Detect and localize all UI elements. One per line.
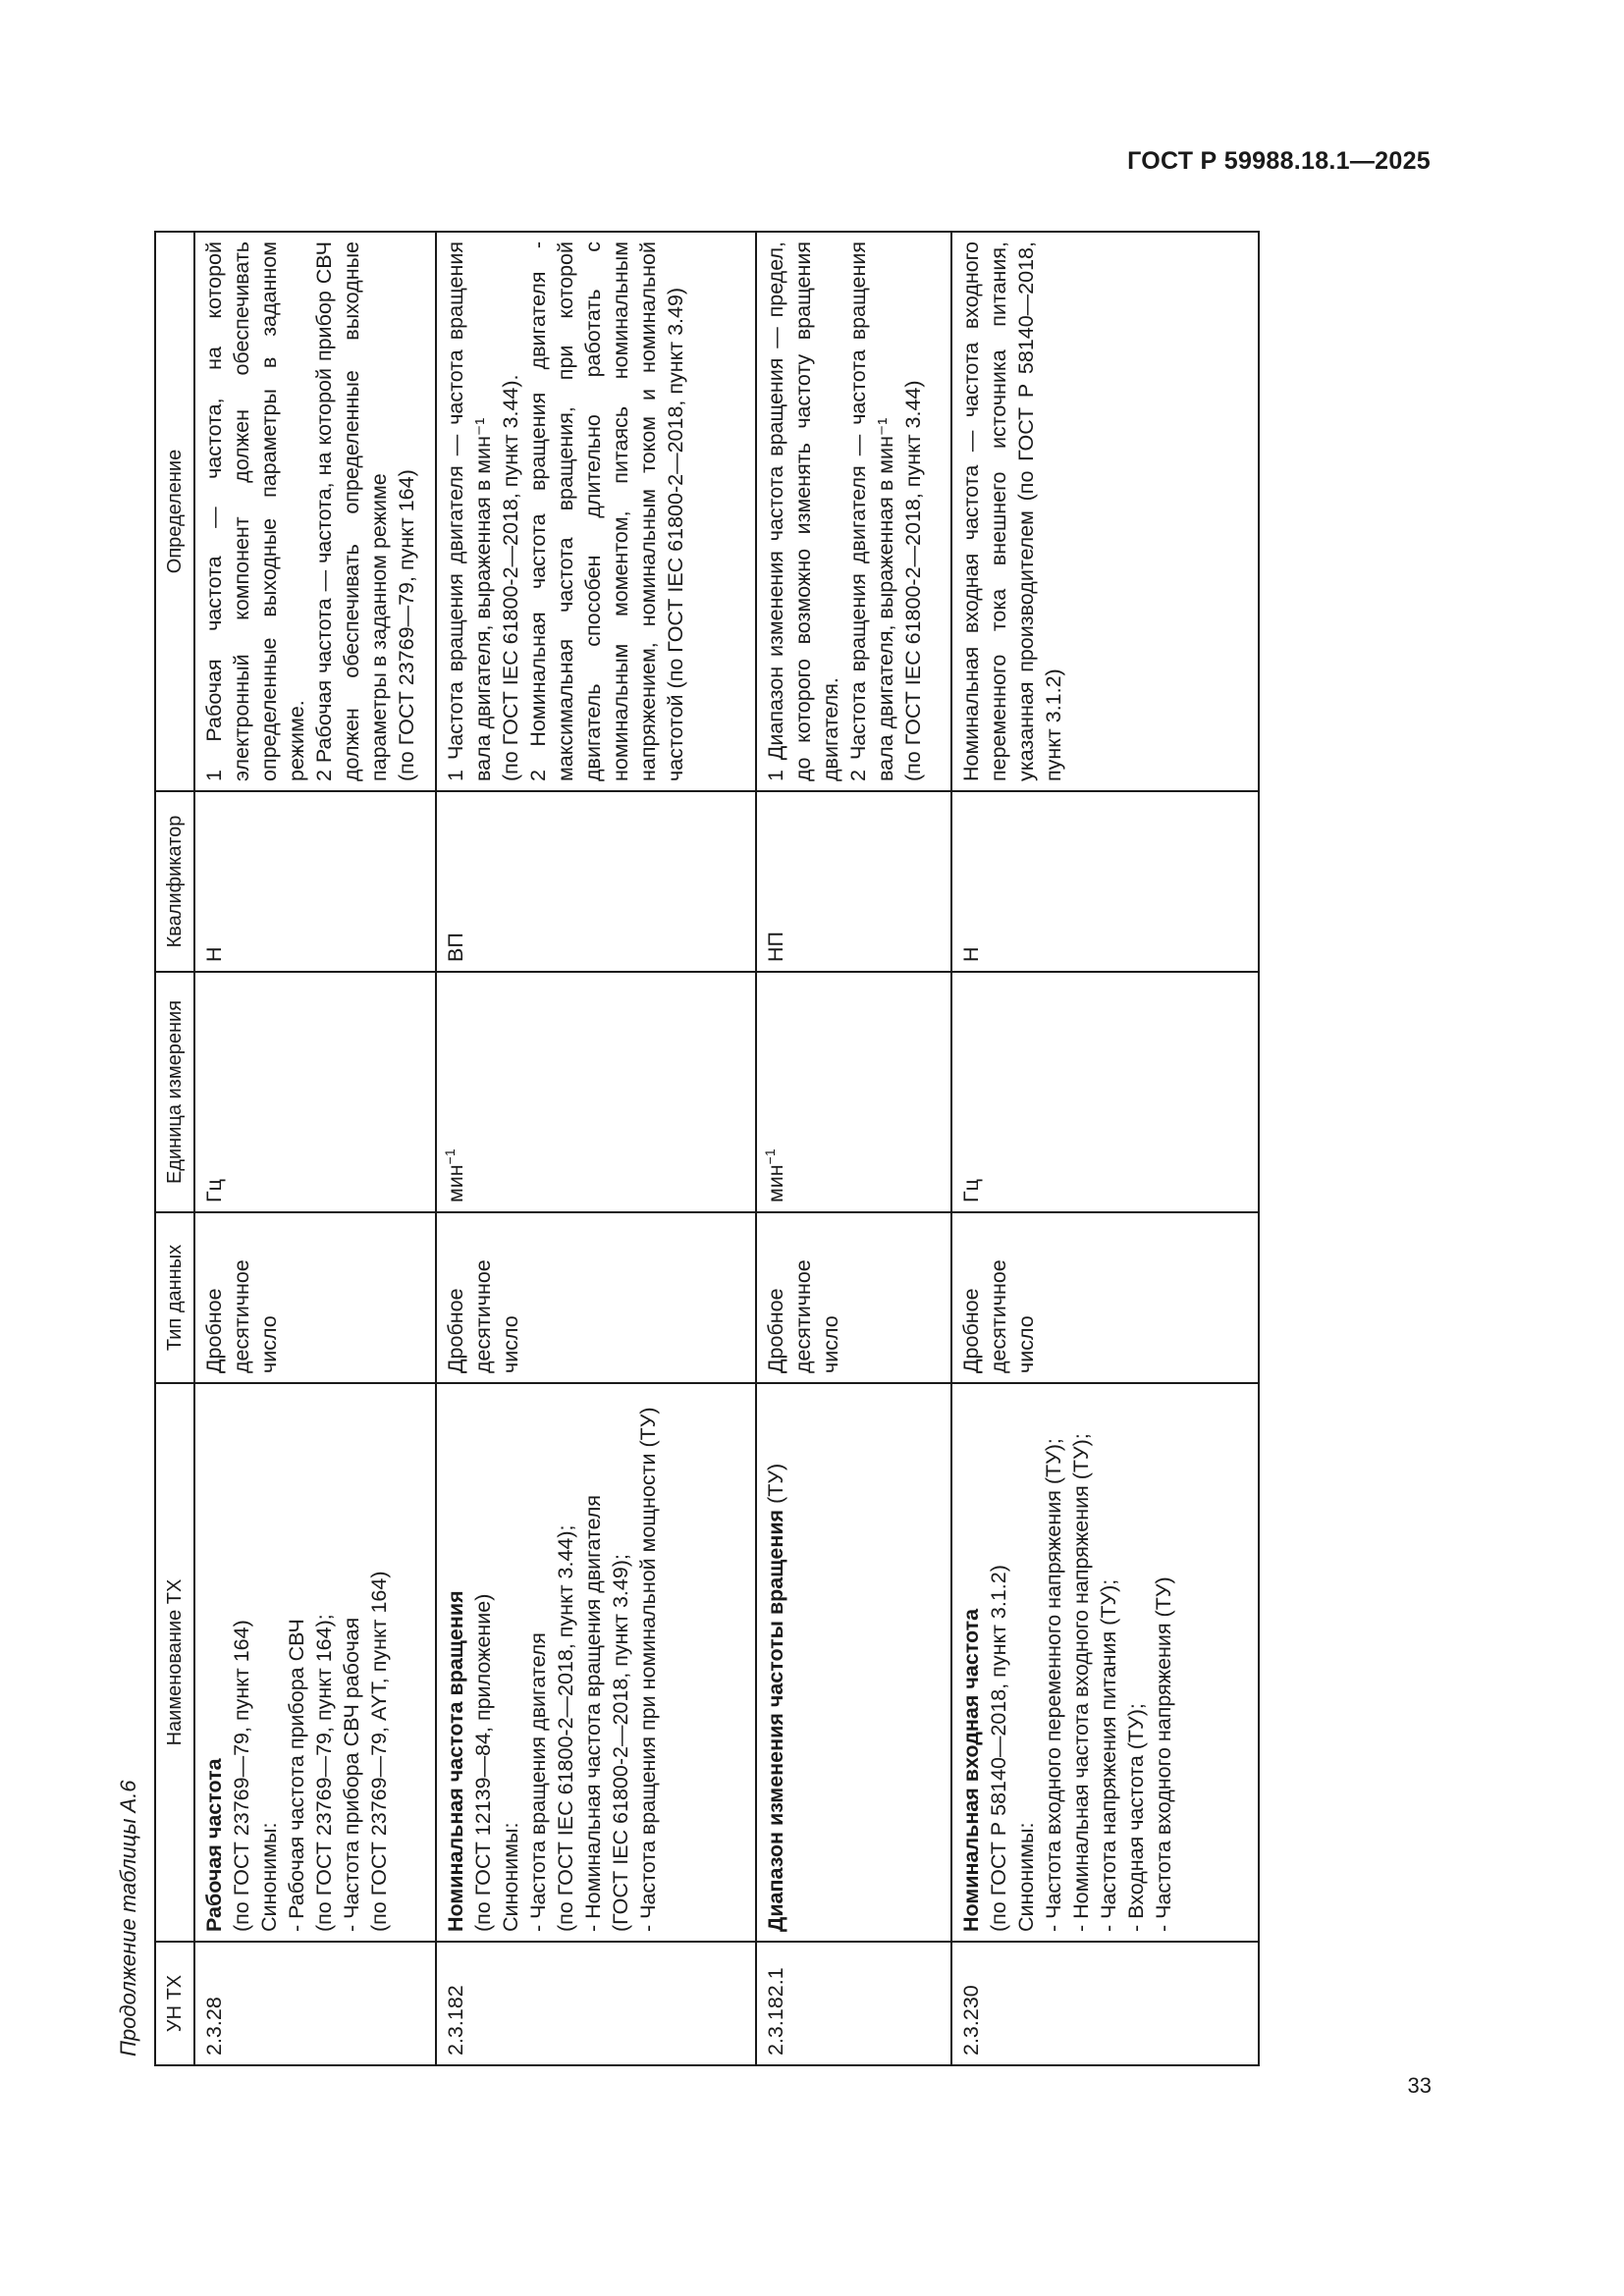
col-header-unit: Единица измерения xyxy=(155,972,194,1212)
unit-text: Гц xyxy=(202,1179,226,1202)
name-line: (по ГОСТ 23769—79, пункт 164) xyxy=(230,1620,253,1932)
rotated-table-block xyxy=(110,233,1239,2066)
cell-data-type: Дробное десятичное число xyxy=(194,1212,436,1383)
col-header-data-type: Тип данных xyxy=(155,1212,194,1383)
col-header-id: УН ТХ xyxy=(155,1942,194,2065)
name-line: Синонимы: xyxy=(257,1822,281,1932)
definition-line: 2 Частота вращения двигателя — частота вращения вала двигателя, выраженная в мин⁻¹ xyxy=(846,241,897,781)
cell-id: 2.3.182.1 xyxy=(756,1942,951,2065)
cell-definition xyxy=(756,232,951,791)
name-title: Номинальная входная частота xyxy=(959,1608,983,1932)
definition-line: 1 Рабочая частота — частота, на которой электронный компонент должен обеспечивать определенные выходные параметры в заданном режиме. xyxy=(202,241,308,781)
name-line: - Частота прибора СВЧ рабочая xyxy=(340,1617,363,1932)
name-title: Рабочая частота xyxy=(202,1758,226,1932)
name-title: Номинальная частота вращения xyxy=(444,1590,467,1932)
name-line: (по ГОСТ 12139—84, приложение) xyxy=(471,1593,495,1932)
cell-id: 2.3.28 xyxy=(194,1942,436,2065)
definition-line: 2 Номинальная частота вращения двигателя - максимальная частота вращения, при которой двигатель способен длительно работать с номинальным моментом, питаясь номинальным напряжением, номинальным током и номинальной частотой (по ГОСТ IEC 61800-2—2018, пункт 3.49) xyxy=(526,241,687,781)
table-row xyxy=(194,232,436,2065)
unit-text: мин xyxy=(444,1164,467,1202)
name-line: (по ГОСТ Р 58140—2018, пункт 3.1.2) xyxy=(987,1565,1010,1932)
definition-line: (по ГОСТ 23769—79, пункт 164) xyxy=(395,469,418,781)
unit-text: Гц xyxy=(959,1179,983,1202)
definition-line: (по ГОСТ IEC 61800-2—2018, пункт 3.44). xyxy=(499,374,522,781)
table-row xyxy=(756,232,951,2065)
col-header-definition: Определение xyxy=(155,232,194,791)
definition-line: (по ГОСТ IEC 61800-2—2018, пункт 3.44) xyxy=(901,380,925,781)
name-line: Синонимы: xyxy=(499,1822,522,1932)
document-standard-code: ГОСТ Р 59988.18.1—2025 xyxy=(1127,147,1431,175)
col-header-name: Наименование ТХ xyxy=(155,1383,194,1942)
cell-qualifier: Н xyxy=(951,791,1259,972)
cell-qualifier: ВП xyxy=(436,791,756,972)
name-line: (ГОСТ IEC 61800-2—2018, пункт 3.49); xyxy=(609,1554,632,1932)
cell-unit xyxy=(951,972,1259,1212)
definition-line: 2 Рабочая частота — частота, на которой прибор СВЧ должен обеспечивать определенные выходные параметры в заданном режиме xyxy=(312,241,391,781)
table-row xyxy=(436,232,756,2065)
cell-data-type: Дробное десятичное число xyxy=(756,1212,951,1383)
name-line: - Частота напряжения питания (ТУ); xyxy=(1097,1578,1120,1932)
name-line: - Частота вращения при номинальной мощности (ТУ) xyxy=(636,1407,660,1932)
cell-data-type: Дробное десятичное число xyxy=(951,1212,1259,1383)
cell-id: 2.3.182 xyxy=(436,1942,756,2065)
cell-unit xyxy=(194,972,436,1212)
definition-line: 1 Диапазон изменения частота вращения — предел, до которого возможно изменять частоту вращения двигателя. xyxy=(764,241,842,781)
name-line: (по ГОСТ 23769—79, AYT, пункт 164) xyxy=(367,1571,391,1932)
definition-line: Номинальная входная частота — частота входного переменного тока внешнего источника питания, указанная производителем (по ГОСТ Р 58140—2018, пункт 3.1.2) xyxy=(959,241,1065,781)
table-row xyxy=(951,232,1259,2065)
cell-unit xyxy=(436,972,756,1212)
unit-exponent: −1 xyxy=(761,1148,778,1165)
name-suffix: (ТУ) xyxy=(764,1463,787,1510)
cell-name xyxy=(194,1383,436,1942)
cell-definition xyxy=(436,232,756,791)
unit-exponent: −1 xyxy=(441,1148,458,1165)
table-header-row xyxy=(155,232,194,2065)
cell-unit xyxy=(756,972,951,1212)
cell-name xyxy=(951,1383,1259,1942)
cell-id: 2.3.230 xyxy=(951,1942,1259,2065)
cell-definition xyxy=(951,232,1259,791)
name-line: - Номинальная частота входного напряжения (ТУ); xyxy=(1069,1433,1093,1932)
name-line: - Рабочая частота прибора СВЧ xyxy=(285,1619,308,1932)
name-line: - Номинальная частота вращения двигателя xyxy=(581,1494,605,1932)
name-line: - Частота вращения двигателя xyxy=(526,1632,550,1932)
unit-text: мин xyxy=(764,1164,787,1202)
cell-definition xyxy=(194,232,436,791)
name-line: - Входная частота (ТУ); xyxy=(1124,1703,1148,1932)
cell-name xyxy=(756,1383,951,1942)
table-caption: Продолжение таблицы А.6 xyxy=(116,1780,140,2056)
name-line: - Частота входного переменного напряжения (ТУ); xyxy=(1042,1438,1065,1932)
name-line: Синонимы: xyxy=(1014,1822,1038,1932)
name-title: Диапазон изменения частоты вращения xyxy=(764,1509,787,1932)
cell-data-type: Дробное десятичное число xyxy=(436,1212,756,1383)
cell-qualifier: НП xyxy=(756,791,951,972)
cell-qualifier: Н xyxy=(194,791,436,972)
characteristics-table xyxy=(154,231,1260,2066)
cell-name xyxy=(436,1383,756,1942)
name-line: - Частота входного напряжения (ТУ) xyxy=(1152,1576,1175,1932)
name-line: (по ГОСТ 23769—79, пункт 164); xyxy=(312,1614,336,1932)
col-header-qualifier: Квалификатор xyxy=(155,791,194,972)
definition-line: 1 Частота вращения двигателя — частота вращения вала двигателя, выраженная в мин⁻¹ xyxy=(444,241,495,781)
page-number: 33 xyxy=(1407,2073,1432,2098)
name-line: (по ГОСТ IEC 61800-2—2018, пункт 3.44); xyxy=(554,1524,577,1932)
